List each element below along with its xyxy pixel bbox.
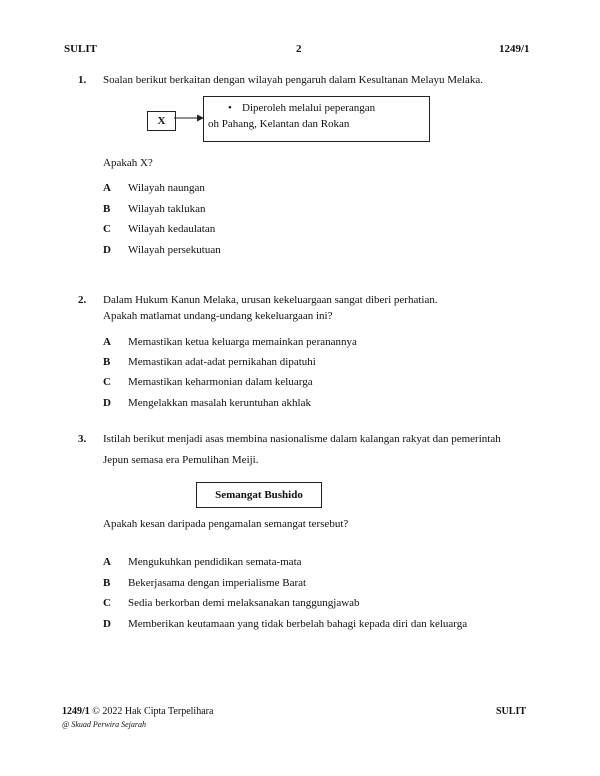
q1-info-box <box>203 96 430 142</box>
q2-option-a-letter: A <box>103 336 111 348</box>
q1-option-d[interactable]: Wilayah persekutuan <box>128 244 221 256</box>
q2-option-c[interactable]: Memastikan keharmonian dalam keluarga <box>128 376 313 388</box>
q1-option-d-letter: D <box>103 244 111 256</box>
x-label-box <box>147 111 176 131</box>
question-1-prompt: Apakah X? <box>103 157 153 169</box>
q1-option-b[interactable]: Wilayah taklukan <box>128 203 206 215</box>
page-number: 2 <box>296 43 302 55</box>
q2-option-b[interactable]: Memastikan adat-adat pernikahan dipatuhi <box>128 356 316 368</box>
bushido-term: Semangat Bushido <box>215 489 303 501</box>
q3-option-c[interactable]: Sedia berkorban demi melaksanakan tanggungjawab <box>128 597 360 609</box>
x-label: X <box>157 115 166 127</box>
bullet-icon: • <box>228 102 232 114</box>
q2-option-c-letter: C <box>103 376 111 388</box>
q1-option-a[interactable]: Wilayah naungan <box>128 182 205 194</box>
question-3-number: 3. <box>78 433 87 445</box>
footer-credit: @ Skuad Perwira Sejarah <box>62 720 147 729</box>
footer-code: 1249/1 <box>62 706 90 717</box>
q3-option-b-letter: B <box>103 577 111 589</box>
paper-code: 1249/1 <box>499 43 530 55</box>
q3-option-a-letter: A <box>103 556 111 568</box>
question-2-number: 2. <box>78 294 87 306</box>
arrow-icon <box>174 113 204 123</box>
q2-option-d-letter: D <box>103 397 111 409</box>
q3-option-c-letter: C <box>103 597 111 609</box>
q3-option-b[interactable]: Bekerjasama dengan imperialisme Barat <box>128 577 307 589</box>
q1-option-a-letter: A <box>103 182 111 194</box>
q2-option-d[interactable]: Mengelakkan masalah keruntuhan akhlak <box>128 397 311 409</box>
footer-copyright-line <box>62 706 213 717</box>
question-2-text-line-2: Apakah matlamat undang-undang kekeluargaan ini? <box>103 310 333 322</box>
footer-classification: SULIT <box>496 706 527 717</box>
q1-info-line-2: oh Pahang, Kelantan dan Rokan <box>208 118 350 130</box>
bushido-term-box <box>196 482 322 508</box>
header-classification: SULIT <box>64 43 98 55</box>
q2-option-a[interactable]: Memastikan ketua keluarga memainkan peranannya <box>128 336 357 348</box>
footer-copyright: © 2022 Hak Cipta Terpelihara <box>92 706 214 717</box>
question-1-text: Soalan berikut berkaitan dengan wilayah pengaruh dalam Kesultanan Melayu Melaka. <box>103 74 483 86</box>
question-2-text-line-1: Dalam Hukum Kanun Melaka, urusan kekeluargaan sangat diberi perhatian. <box>103 294 438 306</box>
q1-option-c-letter: C <box>103 223 111 235</box>
question-1-number: 1. <box>78 74 87 86</box>
q1-info-line-1: Diperoleh melalui peperangan <box>242 102 376 114</box>
question-3-text-line-1: Istilah berikut menjadi asas membina nasionalisme dalam kalangan rakyat dan pemerintah <box>103 433 501 445</box>
q2-option-b-letter: B <box>103 356 111 368</box>
q1-option-b-letter: B <box>103 203 111 215</box>
question-3-text-line-2: Jepun semasa era Pemulihan Meiji. <box>103 454 259 466</box>
q3-option-a[interactable]: Mengukuhkan pendidikan semata-mata <box>128 556 302 568</box>
question-3-prompt: Apakah kesan daripada pengamalan semangat tersebut? <box>103 518 349 530</box>
q3-option-d-letter: D <box>103 618 111 630</box>
q3-option-d[interactable]: Memberikan keutamaan yang tidak berbelah bahagi kepada diri dan keluarga <box>128 618 468 630</box>
q1-option-c[interactable]: Wilayah kedaulatan <box>128 223 216 235</box>
